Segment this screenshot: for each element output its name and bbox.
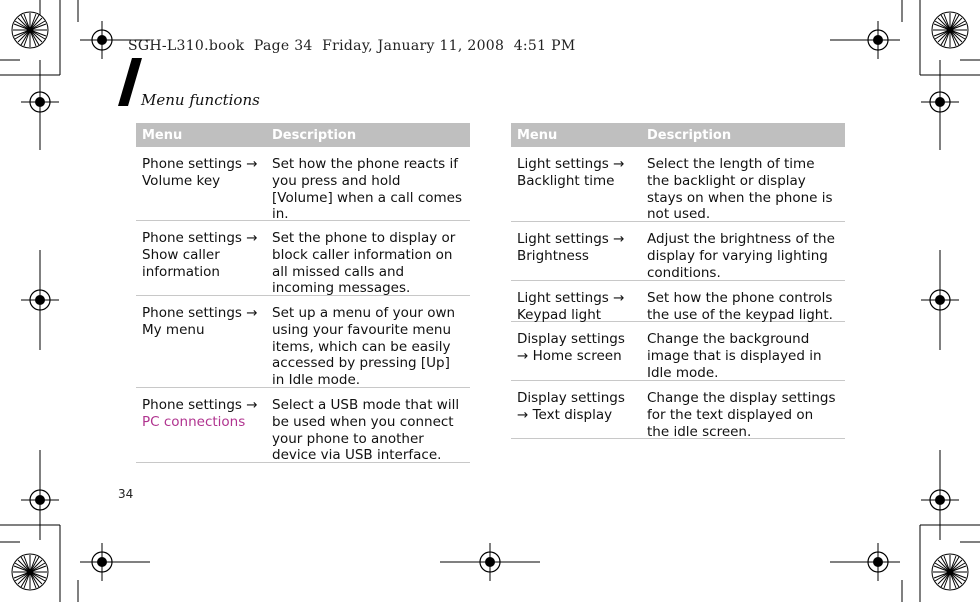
- menu-column-header: Menu: [142, 127, 183, 143]
- description-cell: Set the phone to display or block caller information on all missed calls and incoming messages.: [272, 230, 456, 297]
- menu-cell: Display settings → Home screen: [517, 331, 625, 364]
- description-cell: Adjust the brightness of the display for varying lighting conditions.: [647, 231, 835, 281]
- left-menu-table: [136, 123, 470, 463]
- pc-connections-link[interactable]: PC connections: [142, 413, 246, 430]
- menu-cell-prefix: Phone settings →: [142, 397, 258, 413]
- table-row: [136, 388, 470, 463]
- description-column-header: Description: [647, 127, 732, 143]
- menu-column-header: Menu: [517, 127, 558, 143]
- table-row: [136, 296, 470, 388]
- table-row: [511, 147, 845, 222]
- menu-cell: Phone settings → Show caller information: [142, 230, 258, 280]
- description-cell: Set how the phone controls the use of the keypad light.: [647, 290, 833, 323]
- table-header: [136, 123, 470, 147]
- description-cell: Change the background image that is displayed in Idle mode.: [647, 331, 822, 381]
- table-row: [511, 322, 845, 381]
- section-slash-mark: [118, 58, 142, 106]
- table-row: [511, 381, 845, 439]
- table-row: [511, 281, 845, 322]
- description-cell: Select the length of time the backlight or display stays on when the phone is not used.: [647, 156, 833, 223]
- menu-cell: Display settings → Text display: [517, 390, 625, 423]
- table-row: [511, 222, 845, 281]
- menu-cell: Light settings → Brightness: [517, 231, 625, 264]
- menu-cell: Phone settings → My menu: [142, 305, 258, 338]
- menu-cell: Phone settings → Volume key: [142, 156, 258, 189]
- menu-cell: Light settings → Backlight time: [517, 156, 625, 189]
- page-number: 34: [118, 487, 134, 501]
- section-title: Menu functions: [141, 91, 260, 109]
- description-cell: Select a USB mode that will be used when you connect your phone to another device via USB interface.: [272, 397, 460, 464]
- description-cell: Set how the phone reacts if you press and hold [Volume] when a call comes in.: [272, 156, 463, 223]
- table-row: [136, 147, 470, 221]
- menu-cell: Light settings → Keypad light: [517, 290, 625, 323]
- right-menu-table: [511, 123, 845, 439]
- book-header-line: SGH-L310.book Page 34 Friday, January 11, 2008 4:51 PM: [128, 38, 576, 54]
- table-row: [136, 221, 470, 296]
- description-cell: Set up a menu of your own using your favourite menu items, which can be easily accessed by pressing [Up] in Idle mode.: [272, 305, 456, 389]
- table-header: [511, 123, 845, 147]
- menu-cell: [136, 397, 266, 462]
- description-cell: Change the display settings for the text displayed on the idle screen.: [647, 390, 836, 440]
- description-column-header: Description: [272, 127, 357, 143]
